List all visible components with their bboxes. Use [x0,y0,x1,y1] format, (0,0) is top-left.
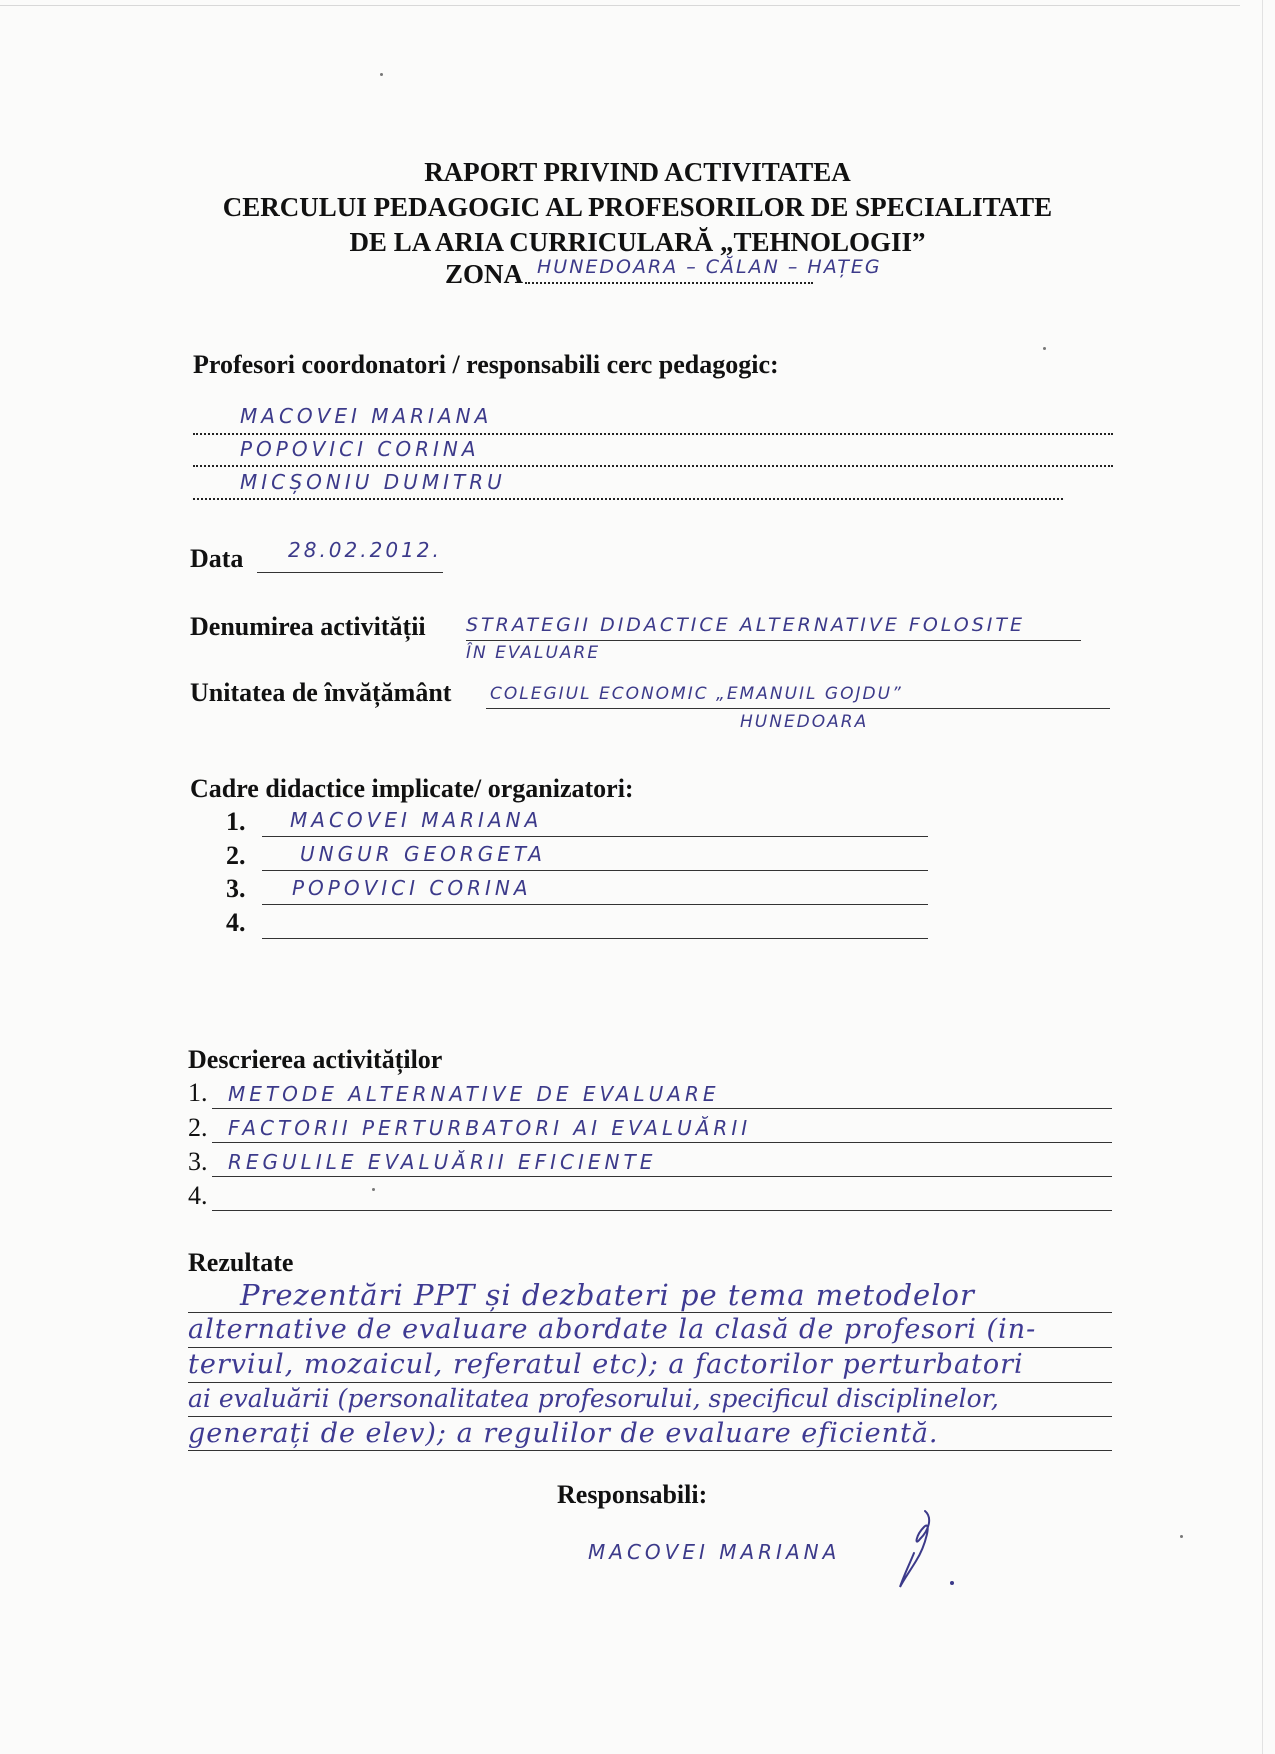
staff-label: Cadre didactice implicate/ organizatori: [190,774,634,803]
results-line-3: terviul, mozaicul, referatul etc); a factorilor perturbatori [188,1349,1024,1380]
staff-line-2 [262,870,928,871]
report-title-line-1: RAPORT PRIVIND ACTIVITATEA [424,157,851,187]
staff-line-4 [262,938,928,939]
date-underline [257,572,443,573]
activity-value-line-1: STRATEGII DIDACTICE ALTERNATIVE FOLOSITE [466,614,1026,636]
zona-dotted-line [525,282,813,284]
coordinator-dotted-line-2 [193,465,1113,467]
staff-number-4: 4. [226,908,246,937]
description-number-3: 3. [188,1147,208,1176]
staff-line-3 [262,904,928,905]
scan-speck [380,73,383,76]
report-title-line-2: CERCULUI PEDAGOGIC AL PROFESORILOR DE SPECIALITATE [222,192,1053,222]
coordinator-name-3: MICȘONIU DUMITRU [240,470,506,494]
descriptions-label: Descrierea activităților [188,1045,443,1074]
date-value: 28.02.2012. [288,538,442,562]
description-number-1: 1. [188,1078,208,1107]
scan-speck [1180,1535,1183,1538]
results-rule-3 [188,1382,1112,1383]
staff-name-3: POPOVICI CORINA [292,876,532,900]
staff-number-1: 1. [226,807,246,836]
signature-mark [880,1505,960,1595]
zona-label: ZONA [445,259,524,289]
results-line-1: Prezentări PPT și dezbateri pe tema metodelor [240,1278,975,1312]
zona-row [445,256,1005,290]
results-rule-2 [188,1347,1112,1348]
unit-label: Unitatea de învățământ [190,678,452,707]
report-title-line-3: DE LA ARIA CURRICULARĂ „TEHNOLOGII” [349,227,926,257]
staff-number-2: 2. [226,841,246,870]
staff-number-3: 3. [226,874,246,903]
results-line-2: alternative de evaluare abordate la clasă de profesori (in- [188,1314,1037,1345]
description-line-2 [212,1142,1112,1143]
scan-edge-right [1262,0,1263,1754]
coordinator-name-1: MACOVEI MARIANA [240,404,493,428]
activity-label: Denumirea activității [190,612,426,641]
results-rule-4 [188,1416,1112,1417]
results-line-5: generați de elev); a regulilor de evaluare eficientă. [188,1418,939,1449]
scan-edge-top [0,5,1240,6]
responsible-label: Responsabili: [557,1480,708,1509]
unit-value-line-2: HUNEDOARA [740,712,869,732]
description-line-4 [212,1210,1112,1211]
coordinator-name-2: POPOVICI CORINA [240,437,480,461]
description-item-3: REGULILE EVALUĂRII EFICIENTE [228,1150,657,1174]
coordinator-dotted-line-3 [193,498,1063,500]
results-rule-5 [188,1450,1112,1451]
date-label: Data [190,544,244,573]
staff-name-1: MACOVEI MARIANA [290,808,543,832]
unit-underline [486,708,1110,709]
scan-speck [1043,347,1046,350]
responsible-name: MACOVEI MARIANA [588,1540,841,1564]
coordinator-dotted-line-1 [193,433,1113,435]
scan-speck [372,1188,375,1191]
unit-value-line-1: COLEGIUL ECONOMIC „EMANUIL GOJDU” [490,684,903,704]
description-item-1: METODE ALTERNATIVE DE EVALUARE [228,1082,720,1106]
zona-value: HUNEDOARA – CĂLAN – HAȚEG [537,256,882,278]
description-line-1 [212,1108,1112,1109]
results-label: Rezultate [188,1248,294,1277]
activity-value-line-2: ÎN EVALUARE [466,643,601,663]
activity-underline [466,640,1081,641]
results-rule-1 [188,1312,1112,1313]
results-line-4: ai evaluării (personalitatea profesorului, specificul disciplinelor, [188,1384,999,1413]
staff-name-2: UNGUR GEORGETA [300,842,546,866]
coordinators-label: Profesori coordonatori / responsabili cerc pedagogic: [193,350,779,379]
description-number-4: 4. [188,1181,208,1210]
description-item-2: FACTORII PERTURBATORI AI EVALUĂRII [228,1116,752,1140]
staff-line-1 [262,836,928,837]
description-line-3 [212,1176,1112,1177]
description-number-2: 2. [188,1113,208,1142]
